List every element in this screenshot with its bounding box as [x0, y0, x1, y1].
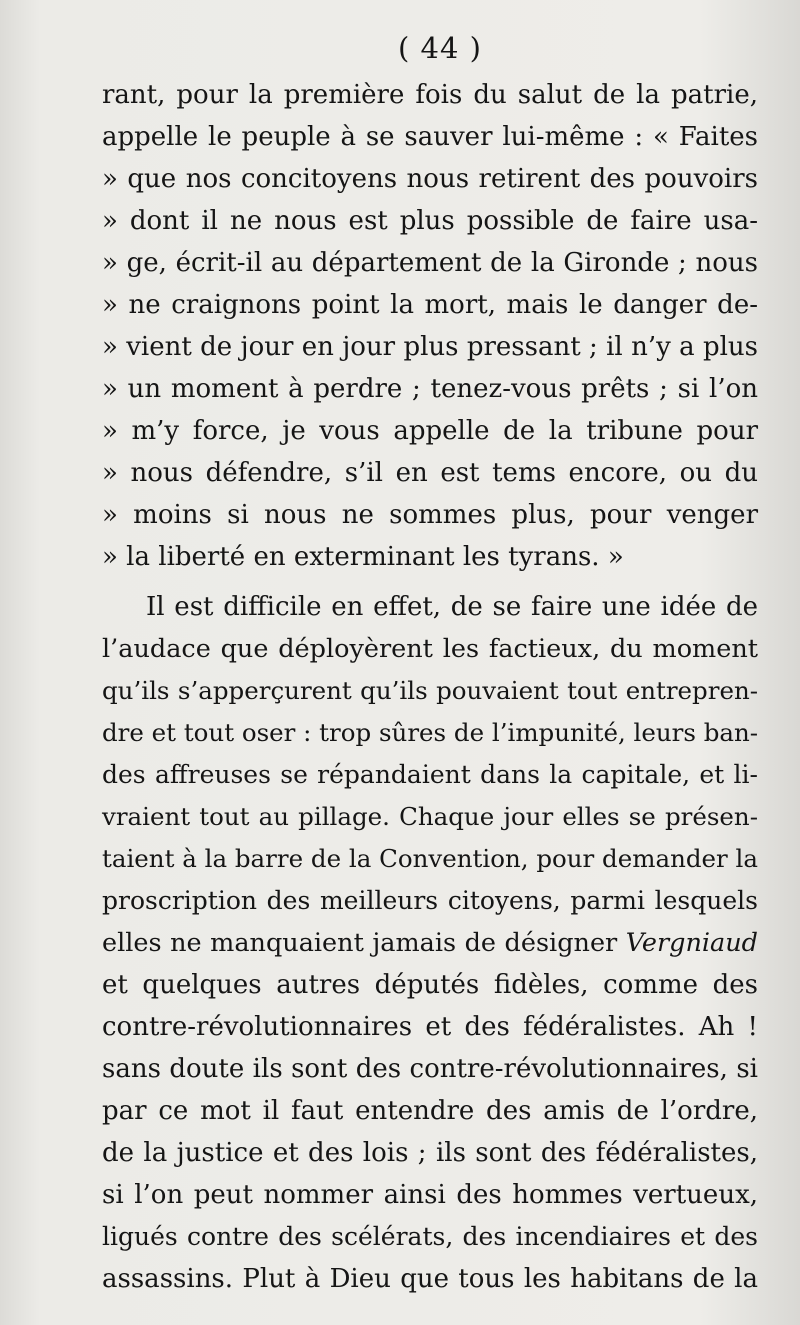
text-line: et quelques autres députés fidèles, comme des	[102, 970, 758, 1000]
text-line: vraient tout au pillage. Chaque jour elles se présen-	[102, 802, 758, 831]
page-number: ( 44 )	[398, 31, 482, 65]
text-line: » ne craignons point la mort, mais le danger de-	[102, 290, 758, 320]
text-line: appelle le peuple à se sauver lui-même : « Faites	[102, 122, 758, 152]
text-line: » la liberté en exterminant les tyrans. »	[102, 542, 624, 572]
italic-name: Vergniaud	[625, 928, 758, 958]
text-line: sans doute ils sont des contre-révolutionnaires, si	[102, 1054, 758, 1084]
text-line: » dont il ne nous est plus possible de faire usa-	[102, 206, 758, 236]
text-line: » nous défendre, s’il en est tems encore, ou du	[102, 458, 758, 488]
text-line: par ce mot il faut entendre des amis de l’ordre,	[102, 1096, 758, 1126]
text-line: contre-révolutionnaires et des fédéralistes. Ah !	[102, 1012, 758, 1042]
text-line: Il est difficile en effet, de se faire une idée de	[146, 592, 758, 622]
text-segment: elles ne manquaient jamais de désigner	[102, 928, 618, 958]
text-line: » m’y force, je vous appelle de la tribune pour	[102, 416, 758, 446]
text-line: » ge, écrit-il au département de la Gironde ; nous	[102, 248, 758, 278]
text-line: » que nos concitoyens nous retirent des pouvoirs	[102, 164, 758, 194]
text-line: rant, pour la première fois du salut de la patrie,	[102, 80, 758, 110]
text-line: si l’on peut nommer ainsi des hommes vertueux,	[102, 1180, 758, 1210]
text-line: assassins. Plut à Dieu que tous les habitans de la	[102, 1264, 758, 1294]
text-line: » un moment à perdre ; tenez-vous prêts ; si l’on	[102, 374, 758, 404]
text-line	[102, 922, 758, 964]
text-line: des affreuses se répandaient dans la capitale, et li-	[102, 760, 758, 789]
text-line: de la justice et des lois ; ils sont des fédéralistes,	[102, 1138, 758, 1168]
text-line: taient à la barre de la Convention, pour demander la	[102, 844, 758, 873]
text-line: dre et tout oser : trop sûres de l’impunité, leurs ban-	[102, 718, 759, 747]
text-line: qu’ils s’apperçurent qu’ils pouvaient tout entrepren-	[102, 676, 758, 705]
text-line: » vient de jour en jour plus pressant ; il n’y a plus	[102, 332, 758, 362]
text-line: ligués contre des scélérats, des incendiaires et des	[102, 1222, 758, 1251]
text-line: proscription des meilleurs citoyens, parmi lesquels	[102, 886, 758, 915]
text-line: » moins si nous ne sommes plus, pour venger	[102, 500, 758, 530]
text-line: l’audace que déployèrent les factieux, du moment	[102, 634, 758, 664]
